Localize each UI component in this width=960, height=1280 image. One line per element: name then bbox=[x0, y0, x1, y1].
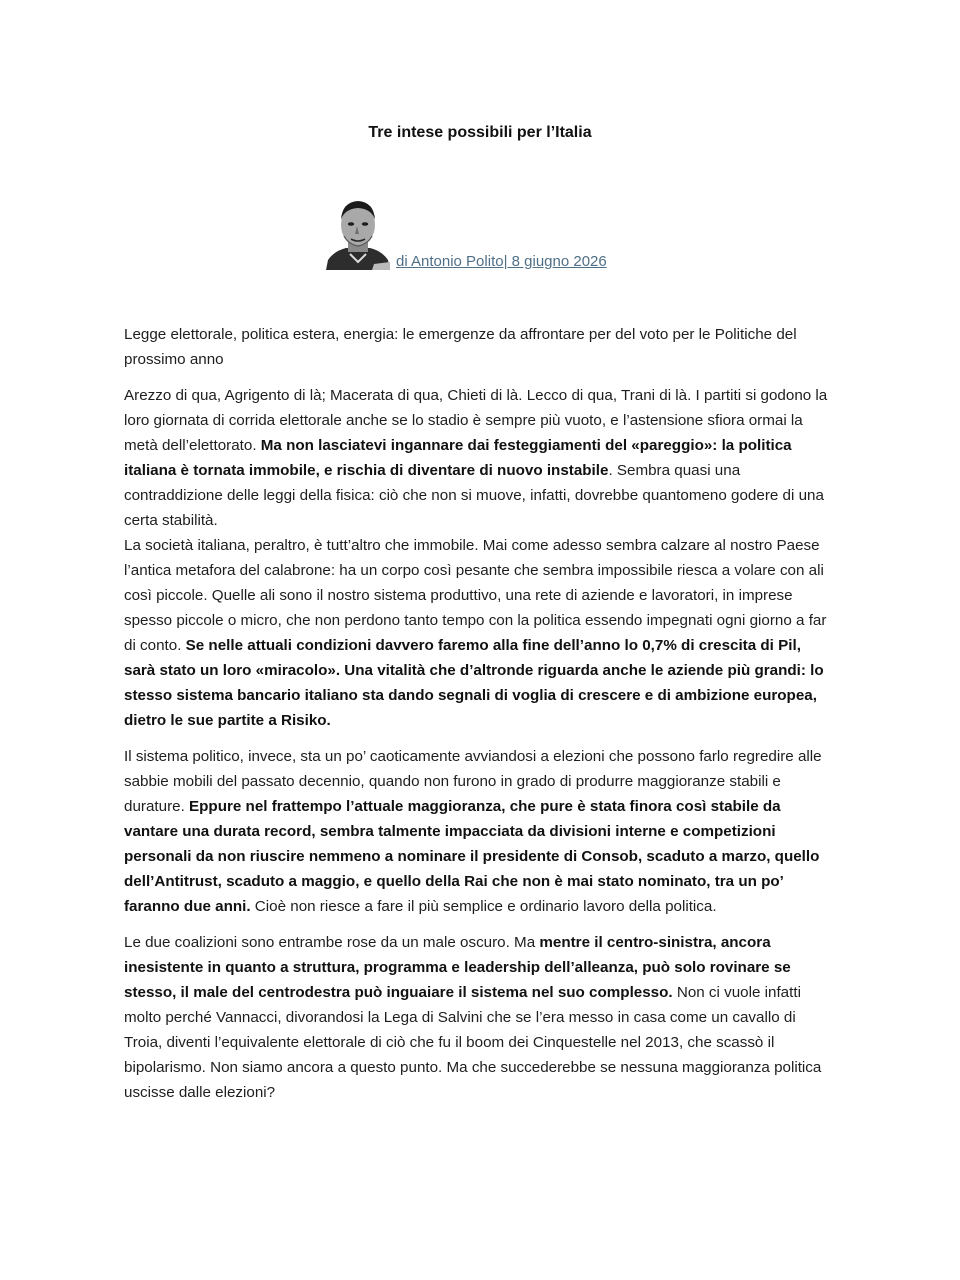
paragraph-text: Il sistema politico, invece, sta un po’ caoticamente avviandosi a elezioni che possono farlo regredire alle sabbie mobili del passato decennio, quando non furono in grado di produrre maggioranze stabili e durature. bbox=[124, 748, 822, 815]
article-paragraph bbox=[124, 744, 836, 919]
article-subtitle: Legge elettorale, politica estera, energia: le emergenze da affrontare per del voto per le Politiche del prossimo anno bbox=[124, 326, 797, 368]
author-portrait-icon bbox=[326, 196, 390, 270]
article-body bbox=[124, 322, 836, 1116]
paragraph-bold-text: Se nelle attuali condizioni davvero faremo alla fine dell’anno lo 0,7% di crescita di Pil, sarà stato un loro «miracolo». Una vitalità che d’altronde riguarda anche le aziende più grandi: lo stesso sistema bancario italiano sta dando segnali di voglia di crescere e di ambizione europea, dietro le sue partite a Risiko. bbox=[124, 637, 824, 729]
article-paragraph bbox=[124, 930, 836, 1105]
paragraph-text: Le due coalizioni sono entrambe rose da un male oscuro. Ma bbox=[124, 934, 540, 951]
paragraph-bold-text: Ma non lasciatevi ingannare dai festeggiamenti del «pareggio»: la politica italiana è tornata immobile, e rischia di diventare di nuovo instabile bbox=[124, 437, 792, 479]
paragraph-text: Non ci vuole infatti molto perché Vannacci, divorandosi la Lega di Salvini che se l’era messo in casa come un cavallo di Troia, diventi l’equivalente elettorale di ciò che fu il boom dei Cinquestelle nel 2013, che scassò il bipolarismo. Non siamo ancora a questo punto. Ma che succederebbe se nessuna maggioranza politica uscisse dalle elezioni? bbox=[124, 984, 822, 1101]
paragraph-bold-text: mentre il centro-sinistra, ancora inesistente in quanto a struttura, programma e leadership dell’alleanza, può solo rovinare se stesso, il male del centrodestra può inguaiare il sistema nel suo complesso. bbox=[124, 934, 791, 1001]
paragraph-text: Cioè non riesce a fare il più semplice e ordinario lavoro della politica. bbox=[250, 898, 717, 915]
article-paragraph bbox=[124, 383, 836, 533]
paragraph-text: La società italiana, peraltro, è tutt’altro che immobile. Mai come adesso sembra calzare al nostro Paese l’antica metafora del calabrone: ha un corpo così pesante che sembra impossibile riesca a volare con ali così piccole. Quelle ali sono il nostro sistema produttivo, una rete di aziende e lavoratori, in imprese spesso piccole o micro, che non perdono tanto tempo con la politica essendo impegnati ogni giorno a far di conto. bbox=[124, 537, 827, 654]
article-title: Tre intese possibili per l’Italia bbox=[368, 124, 592, 141]
paragraph-text: Arezzo di qua, Agrigento di là; Macerata di qua, Chieti di là. Lecco di qua, Trani di là. I partiti si godono la loro giornata di corrida elettorale anche se lo stadio è sempre più vuoto, e l’astensione sfiora ormai la metà dell’elettorato. bbox=[124, 387, 828, 454]
paragraph-bold-text: Eppure nel frattempo l’attuale maggioranza, che pure è stata finora così stabile da vantare una durata record, sembra talmente impacciata da divisioni interne e competizioni personali da non riuscire nemmeno a nominare il presidente di Consob, scaduto a marzo, quello dell’Antitrust, scaduto a maggio, e quello della Rai che non è mai stato nominato, tra un po’ faranno due anni. bbox=[124, 798, 820, 915]
article-paragraph bbox=[124, 533, 836, 733]
author-byline-link[interactable]: di Antonio Polito| 8 giugno 2026 bbox=[396, 253, 607, 270]
paragraph-text: . Sembra quasi una contraddizione delle leggi della fisica: ciò che non si muove, infatti, dovrebbe quantomeno godere di una certa stabilità. bbox=[124, 462, 824, 529]
